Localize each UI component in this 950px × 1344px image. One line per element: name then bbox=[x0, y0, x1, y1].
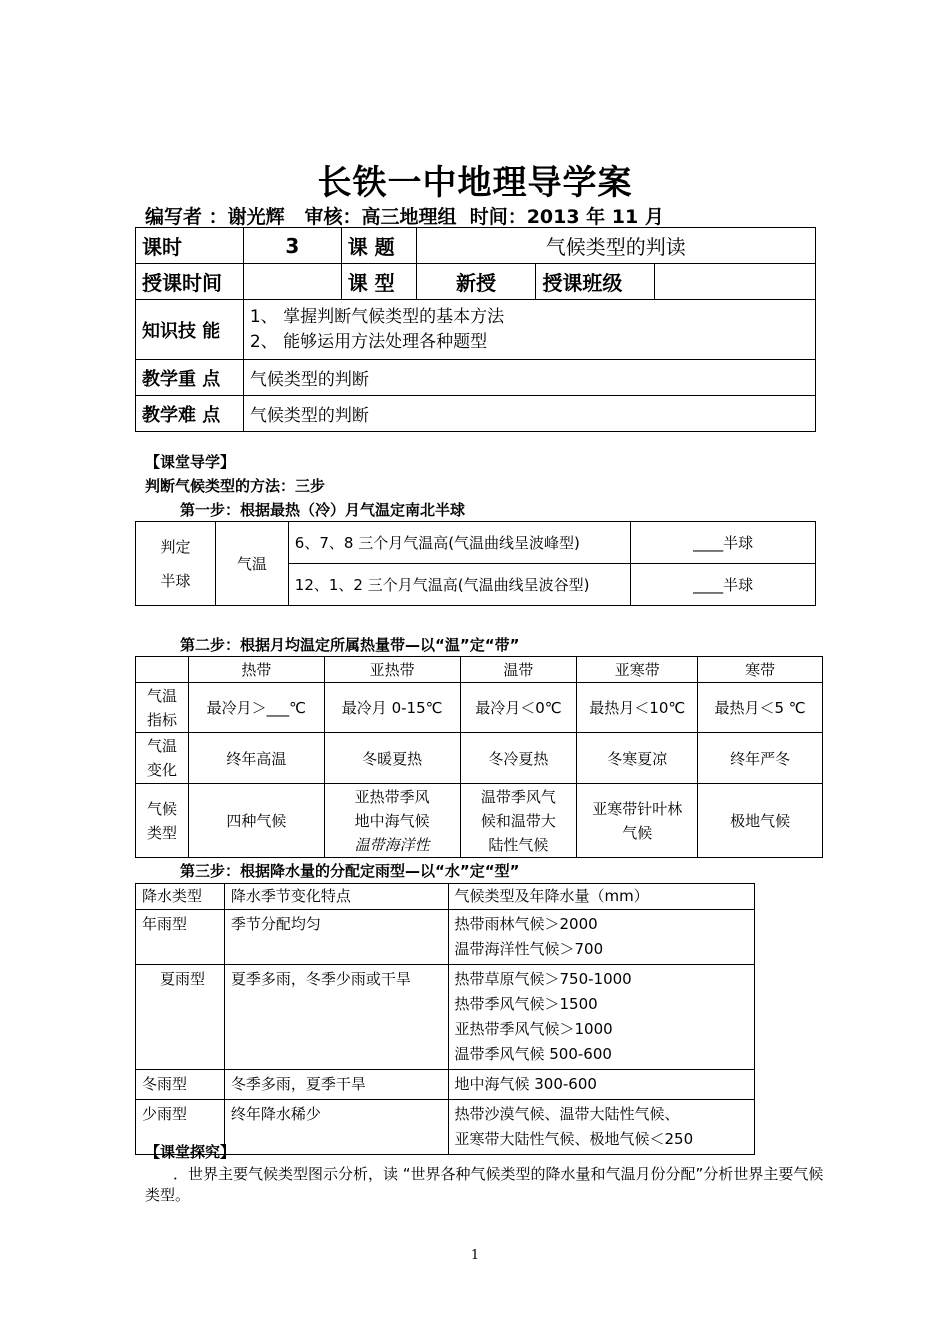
difficult-point-label: 教学难 点 bbox=[136, 396, 244, 432]
explore-text: ．世界主要气候类型图示分析，读 “世界各种气候类型的降水量和气温月份分配”分析世界主要气候类型。 bbox=[145, 1165, 824, 1204]
rain-climates bbox=[448, 1100, 755, 1155]
climate-line: 地中海气候 300-600 bbox=[454, 1075, 597, 1093]
skills-line-2: 2、 能够运用方法处理各种题型 bbox=[249, 331, 488, 352]
zone-header: 寒带 bbox=[698, 657, 823, 683]
topic-value: 气候类型的判读 bbox=[416, 228, 815, 264]
zone-cell bbox=[324, 784, 460, 858]
rain-climates bbox=[448, 910, 755, 965]
step3-text: 第三步：根据降水量的分配定雨型—以“水”定“型” bbox=[180, 862, 520, 880]
rain-type: 年雨型 bbox=[136, 910, 225, 965]
zone-cell: 冬寒夏凉 bbox=[577, 733, 698, 784]
zone-header: 亚热带 bbox=[324, 657, 460, 683]
climate-line: 亚寒带大陆性气候、极地气候＜250 bbox=[454, 1130, 694, 1148]
zone-header: 热带 bbox=[188, 657, 324, 683]
zone-cell: 最热月＜5 ℃ bbox=[698, 683, 823, 733]
lesson-info-table bbox=[135, 227, 816, 432]
zone-cell bbox=[460, 784, 577, 858]
cell-line: 温带季风气 bbox=[480, 787, 556, 806]
zone-cell: 最冷月＞___℃ bbox=[188, 683, 324, 733]
zone-cell: 冬暖夏热 bbox=[324, 733, 460, 784]
rain-climates bbox=[448, 1070, 755, 1100]
rain-type: 夏雨型 bbox=[136, 965, 225, 1070]
key-point-value: 气候类型的判断 bbox=[243, 360, 815, 396]
skills-label: 知识技 能 bbox=[136, 300, 244, 360]
zone-cell: 终年严冬 bbox=[698, 733, 823, 784]
zone-cell: 冬冷夏热 bbox=[460, 733, 577, 784]
class-label: 授课班级 bbox=[536, 264, 655, 300]
cell-line: 亚热带季风 bbox=[354, 787, 430, 806]
row-label-line: 指标 bbox=[146, 710, 177, 729]
difficult-point-value: 气候类型的判断 bbox=[243, 396, 815, 432]
type-label: 课 型 bbox=[341, 264, 416, 300]
hemisphere-label bbox=[136, 522, 216, 606]
guide-heading: 【课堂导学】 bbox=[145, 453, 236, 471]
teach-time-label: 授课时间 bbox=[136, 264, 244, 300]
row-label-line: 变化 bbox=[146, 761, 177, 779]
cell-line: 温带海洋性 bbox=[354, 835, 430, 854]
climate-line: 热带草原气候＞750-1000 bbox=[454, 970, 632, 988]
rain-type: 少雨型 bbox=[136, 1100, 225, 1155]
cell-line: 亚寒带针叶林 bbox=[592, 799, 683, 818]
cell-line: 地中海气候 bbox=[354, 811, 430, 830]
zone-header-blank bbox=[136, 657, 189, 683]
row-label-line: 气温 bbox=[146, 686, 177, 705]
page-title: 长铁一中地理导学案 bbox=[317, 163, 633, 203]
climate-line: 热带雨林气候＞2000 bbox=[454, 915, 598, 933]
cell-line: 陆性气候 bbox=[488, 835, 549, 854]
zone-header: 温带 bbox=[460, 657, 577, 683]
lesson-hours-label: 课时 bbox=[136, 228, 244, 264]
rain-header: 降水季节变化特点 bbox=[224, 884, 448, 910]
lesson-hours-value: 3 bbox=[243, 228, 341, 264]
zone-header: 亚寒带 bbox=[577, 657, 698, 683]
explore-heading: 【课堂探究】 bbox=[145, 1143, 236, 1161]
zone-cell: 最冷月＜0℃ bbox=[460, 683, 577, 733]
rainfall-table bbox=[135, 883, 755, 1155]
zone-cell: 最冷月 0-15℃ bbox=[324, 683, 460, 733]
class-value bbox=[655, 264, 816, 300]
rain-feature: 冬季多雨，夏季干旱 bbox=[224, 1070, 448, 1100]
page-number: 1 bbox=[470, 1248, 480, 1263]
author-line: 编写者 ：谢光辉 审核：高三地理组 时间：2013 年 11 月 bbox=[145, 206, 664, 228]
climate-line: 热带沙漠气候、温带大陆性气候、 bbox=[454, 1105, 680, 1123]
summer-high-desc: 6、7、8 三个月气温高(气温曲线呈波峰型) bbox=[288, 522, 630, 564]
row-label bbox=[136, 683, 189, 733]
row-label-line: 气温 bbox=[146, 737, 177, 755]
teach-time-value bbox=[243, 264, 341, 300]
winter-high-desc: 12、1、2 三个月气温高(气温曲线呈波谷型) bbox=[288, 564, 630, 606]
zone-cell bbox=[577, 784, 698, 858]
step1-text: 第一步：根据最热（冷）月气温定南北半球 bbox=[180, 501, 466, 519]
climate-line: 温带海洋性气候＞700 bbox=[454, 940, 604, 958]
row-label bbox=[136, 784, 189, 858]
rain-feature: 夏季多雨，冬季少雨或干旱 bbox=[224, 965, 448, 1070]
climate-line: 亚热带季风气候＞1000 bbox=[454, 1020, 613, 1038]
climate-line: 温带季风气候 500-600 bbox=[454, 1045, 612, 1063]
zone-cell: 极地气候 bbox=[698, 784, 823, 858]
step2-text: 第二步：根据月均温定所属热量带—以“温”定“带” bbox=[180, 636, 520, 654]
row-label-line: 气候 bbox=[146, 799, 177, 818]
rain-climates bbox=[448, 965, 755, 1070]
winter-high-answer: ____半球 bbox=[631, 564, 816, 606]
zone-cell: 四种气候 bbox=[188, 784, 324, 858]
hemisphere-label-line-2: 半球 bbox=[160, 571, 191, 590]
hemisphere-table bbox=[135, 521, 816, 606]
zone-cell: 终年高温 bbox=[188, 733, 324, 784]
rain-header: 气候类型及年降水量（mm） bbox=[448, 884, 755, 910]
rain-feature: 季节分配均匀 bbox=[224, 910, 448, 965]
topic-label: 课 题 bbox=[341, 228, 416, 264]
rain-feature: 终年降水稀少 bbox=[224, 1100, 448, 1155]
cell-line: 气候 bbox=[622, 823, 653, 842]
cell-line: 候和温带大 bbox=[480, 811, 556, 830]
type-value: 新授 bbox=[416, 264, 536, 300]
temperature-label: 气温 bbox=[215, 522, 288, 606]
skills-line-1: 1、 掌握判断气候类型的基本方法 bbox=[249, 306, 505, 327]
zone-cell: 最热月＜10℃ bbox=[577, 683, 698, 733]
row-label-line: 类型 bbox=[146, 823, 177, 842]
key-point-label: 教学重 点 bbox=[136, 360, 244, 396]
rain-header: 降水类型 bbox=[136, 884, 225, 910]
row-label bbox=[136, 733, 189, 784]
hemisphere-label-line-1: 判定 bbox=[160, 537, 191, 556]
climate-line: 热带季风气候＞1500 bbox=[454, 995, 598, 1013]
rain-type: 冬雨型 bbox=[136, 1070, 225, 1100]
temperature-zone-table bbox=[135, 656, 823, 858]
summer-high-answer: ____半球 bbox=[631, 522, 816, 564]
method-text: 判断气候类型的方法：三步 bbox=[145, 477, 326, 495]
skills-value bbox=[243, 300, 815, 360]
